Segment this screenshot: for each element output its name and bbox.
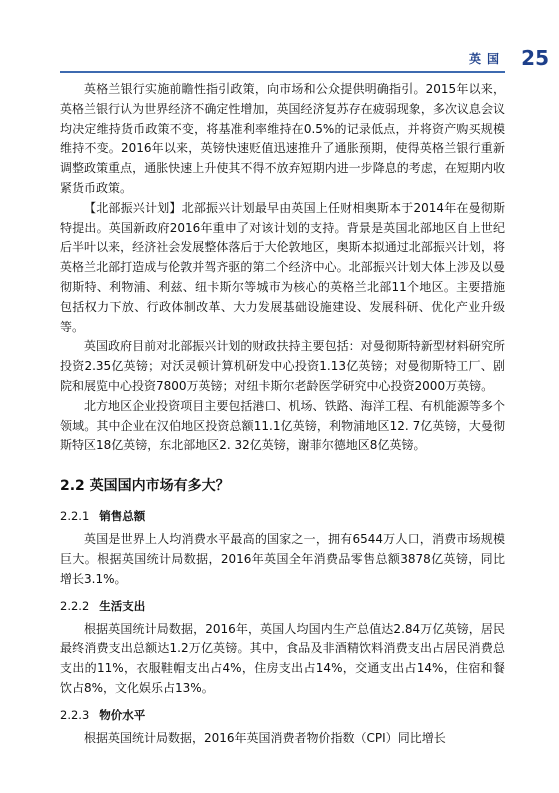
page-header — [0, 0, 559, 80]
paragraph-northern-powerhouse: 【北部振兴计划】北部振兴计划最早由英国上任财相奥斯本于2014年在曼彻斯特提出。英国新政府2016年重申了对该计划的支持。背景是英国北部地区自上世纪后半叶以来，经济社会发展整体落后于大伦敦地区，奥斯本拟通过北部振兴计划，将英格兰北部打造成与伦敦并驾齐驱的第二个经济中心。北部振兴计划大体上涉及以曼彻斯特、利物浦、利兹、纽卡斯尔等城市为核心的英格兰北部11个地区。主要措施包括权力下放、行政体制改革、大力发展基础设施建设、发展科研、优化产业升级等。 — [60, 200, 505, 334]
header-rule — [60, 71, 505, 73]
section-title: 2.2 英国国内市场有多大？ — [60, 478, 230, 495]
subsection-title-price-level — [60, 705, 505, 725]
subsection-label: 物价水平 — [99, 707, 146, 722]
paragraph-price-level: 根据英国统计局数据，2016年英国消费者物价指数（CPI）同比增长 — [84, 730, 446, 745]
subsection-number: 2.2.1 — [60, 509, 90, 524]
paragraph-living-expenses: 根据英国统计局数据，2016年，英国人均国内生产总值达2.84万亿英镑，居民最终消费支出总额达1.2万亿英镑。其中，食品及非酒精饮料消费支出占居民消费总支出的11%，衣服鞋帽支出占4%，住房支出占14%，交通支出占14%，住宿和餐饮占8%，文化娱乐占13%。 — [60, 621, 505, 695]
subsection-label: 生活支出 — [99, 598, 146, 613]
subsection-title-sales — [60, 506, 505, 526]
subsection-label: 销售总额 — [99, 509, 146, 524]
paragraph-government-funding: 英国政府目前对北部振兴计划的财政扶持主要包括：对曼彻斯特新型材料研究所投资2.35亿英镑；对沃灵顿计算机研发中心投资1.13亿英镑；对曼彻斯特工厂、剧院和展览中心投资7800万英镑；对纽卡斯尔老龄医学研究中心投资2000万英镑。 — [60, 339, 505, 393]
subsection-number: 2.2.3 — [60, 707, 90, 722]
page-number: 25 — [521, 46, 549, 70]
paragraph-forward-guidance: 英格兰银行实施前瞻性指引政策，向市场和公众提供明确指引。2015年以来，英格兰银行认为世界经济不确定性增加，英国经济复苏存在疲弱现象，多次议息会议均决定维持货币政策不变，将基准利率维持在0.5%的记录低点，并将资产购买规模维持不变。2016年以来，英镑快速贬值迅速推升了通胀预期，使得英格兰银行重新调整政策重点，通胀快速上升使其不得不放弃短期内进一步降息的考虑，在短期内收紧货币政策。 — [60, 82, 505, 195]
subsection-title-living-expenses — [60, 596, 505, 616]
paragraph-sales: 英国是世界上人均消费水平最高的国家之一，拥有6544万人口，消费市场规模巨大。根据英国统计局数据，2016年英国全年消费品零售总额3878亿英镑，同比增长3.1%。 — [60, 532, 505, 586]
subsection-number: 2.2.2 — [60, 598, 90, 613]
running-header-country: 英国 — [468, 52, 505, 66]
paragraph-regional-investment: 北方地区企业投资项目主要包括港口、机场、铁路、海洋工程、有机能源等多个领域。其中企业在汉伯地区投资总额11.1亿英镑，利物浦地区12. 7亿英镑，大曼彻斯特区18亿英镑，东北部地区2. 32亿英镑，谢菲尔德地区8亿英镑。 — [60, 398, 505, 453]
page-body — [60, 80, 505, 749]
